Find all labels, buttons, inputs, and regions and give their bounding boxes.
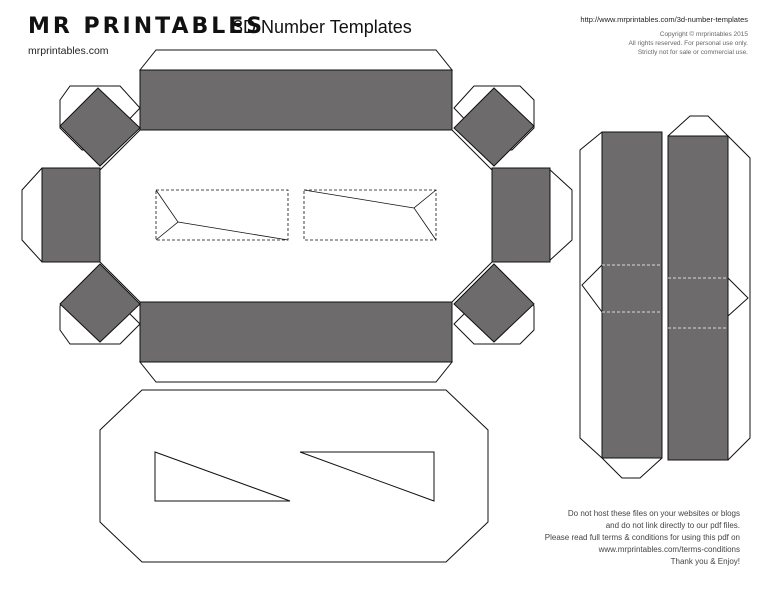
notice-line: www.mrprintables.com/terms-conditions	[598, 545, 740, 554]
notice-line: Thank you & Enjoy!	[670, 557, 740, 566]
copyright-line: Copyright © mrprintables 2015	[659, 31, 748, 38]
face-outline	[100, 130, 492, 302]
brand-logo: MR PRINTABLES	[28, 14, 266, 39]
strip-a-band	[602, 132, 662, 458]
copyright-line: Strictly not for sale or commercial use.	[637, 49, 748, 56]
page-title: 3D Number Templates	[233, 17, 412, 37]
notice-line: and do not link directly to our pdf files.	[605, 521, 740, 530]
right-band	[492, 168, 550, 262]
strip-b-band	[668, 136, 728, 460]
bottom-band	[140, 302, 452, 362]
notice-line: Do not host these files on your websites or blogs	[567, 509, 740, 518]
bottom-flap	[140, 362, 452, 382]
copyright-line: All rights reserved. For personal use only.	[628, 40, 748, 47]
top-flap	[140, 50, 452, 70]
left-band	[42, 168, 100, 262]
notice-line: Please read full terms & conditions for using this pdf on	[544, 533, 740, 542]
usage-notice	[545, 508, 740, 568]
side-strips	[580, 116, 750, 478]
top-band	[140, 70, 452, 130]
template-url: http://www.mrprintables.com/3d-number-templates	[580, 15, 748, 24]
site-name: mrprintables.com	[28, 45, 109, 57]
